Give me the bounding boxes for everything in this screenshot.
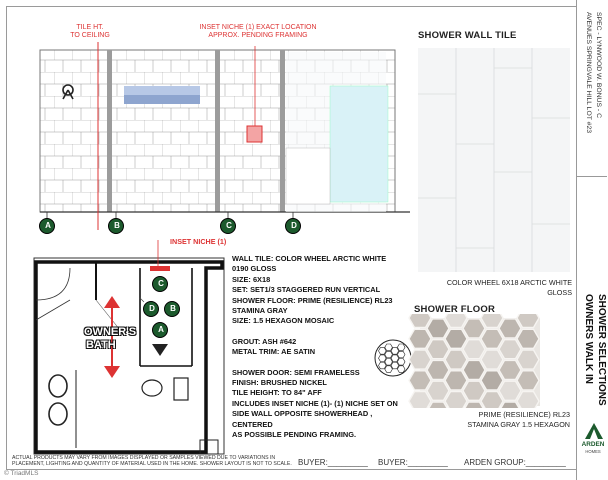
hex-outline	[397, 359, 405, 366]
hex-outline	[397, 344, 405, 351]
hex-tile	[409, 329, 431, 348]
section-marker-b: B	[108, 218, 124, 234]
hex-outline	[379, 355, 387, 362]
section-marker-d: D	[285, 218, 301, 234]
hex-tile	[499, 340, 521, 359]
plan-niche-label: INSET NICHE (1)	[170, 237, 227, 246]
sheet-title-line1: OWNERS WALK IN	[583, 294, 594, 384]
hex-tile	[481, 371, 503, 390]
plan-marker-c: C	[152, 276, 168, 292]
hex-tile	[463, 319, 485, 338]
buyer-2-signature[interactable]: BUYER:_________	[378, 458, 448, 467]
hex-outline	[397, 351, 405, 358]
arden-brand: ARDEN	[581, 441, 605, 448]
hex-outline	[391, 355, 399, 362]
hex-tile	[463, 340, 485, 359]
hex-tile	[445, 392, 467, 408]
hex-outline	[397, 366, 405, 373]
hex-outline	[379, 348, 387, 355]
hex-tile	[445, 350, 467, 369]
section-marker-c: C	[220, 218, 236, 234]
hex-outline	[385, 351, 393, 358]
niche-location-label: INSET NICHE (1) EXACT LOCATION APPROX. PENDING FRAMING	[199, 24, 317, 39]
plan-marker-b: B	[164, 301, 180, 317]
hex-outline	[385, 366, 393, 373]
title-divider	[577, 176, 607, 177]
shower-floor-title: SHOWER FLOOR	[414, 304, 496, 315]
hex-tile	[427, 381, 449, 400]
footer-disclaimer: ACTUAL PRODUCTS MAY VARY FROM IMAGES DISPLAYED OR SAMPLES VIEWED DUE TO VARIATIONS IN PLACEMENT, LIGHTING AND QUANTITY OF MATERIAL USED IN THE HOME. SHOWER LAYOUT IS NOT TO SCALE.	[12, 455, 292, 468]
hex-outline	[391, 348, 399, 355]
hex-tile	[463, 381, 485, 400]
hex-tile	[481, 329, 503, 348]
owners-bath-label: OWNER'S BATH	[84, 326, 137, 351]
shower-wall-tile-title: SHOWER WALL TILE	[418, 30, 517, 41]
tile-height-label: TILE HT. TO CEILING	[70, 24, 110, 39]
spec-plan: SPEC - LYNWOOD W. BONUS - C	[595, 12, 602, 118]
hex-tile	[517, 392, 539, 408]
hex-tile	[409, 392, 431, 408]
spec-notes: WALL TILE: COLOR WHEEL ARCTIC WHITE 0190 GLOSS SIZE: 6X18 SET: SET1/3 STAGGERED RUN VERTICAL SHOWER FLOOR: PRIME (RESILIENCE) RL23 STAMINA GRAY SIZE: 1.5 HEXAGON MOSAIC GROUT: ASH #642 METAL TRIM: AE SATIN SHOWER DOOR: SEMI FRAMELESS FINISH: BRUSHED NICKEL TILE HEIGHT: TO 84" AFF INCLUDES INSET NICHE (1)- (1) NICHE SET ON SIDE WALL OPPOSITE SHOWERHEAD , CENTERED AS POSSIBLE PENDING FRAMING.	[232, 254, 398, 440]
hex-tile	[517, 329, 539, 348]
hex-outline	[391, 362, 399, 369]
arden-logo-icon	[584, 422, 604, 440]
hex-tile	[481, 350, 503, 369]
hex-tile	[517, 350, 539, 369]
hex-tile	[445, 371, 467, 390]
hex-tile	[499, 360, 521, 379]
floor-tile-caption: PRIME (RESILIENCE) RL23 STAMINA GRAY 1.5 HEXAGON	[467, 410, 570, 429]
hex-tile	[463, 360, 485, 379]
hex-tile	[499, 381, 521, 400]
hex-outline	[385, 359, 393, 366]
hex-tile	[409, 350, 431, 369]
hex-tile	[427, 319, 449, 338]
hex-outline	[385, 344, 393, 351]
hex-tile	[517, 371, 539, 390]
arden-brand-sub: HOMES	[585, 449, 601, 454]
plan-marker-a: A	[152, 322, 168, 338]
hex-tile	[409, 371, 431, 390]
sheet-title-line2: SHOWER SELECTIONS	[596, 294, 607, 406]
buyer-1-signature[interactable]: BUYER:_________	[298, 458, 368, 467]
section-marker-a: A	[39, 218, 55, 234]
hex-tile	[427, 360, 449, 379]
title-block	[576, 0, 608, 480]
hex-tile	[427, 340, 449, 359]
floor-tile-swatch	[368, 314, 572, 408]
project-name: AVENUES SPRINGVALE HILL LOT #23	[585, 12, 592, 134]
wall-tile-caption: COLOR WHEEL 6X18 ARCTIC WHITE GLOSS	[446, 278, 572, 297]
hex-outline	[379, 362, 387, 369]
hex-tile	[499, 319, 521, 338]
hex-tile	[445, 329, 467, 348]
hex-tile	[481, 392, 503, 408]
plan-marker-d: D	[143, 301, 159, 317]
arden-group-signature[interactable]: ARDEN GROUP:_________	[464, 458, 566, 467]
mls-watermark: © TriadMLS	[4, 470, 39, 477]
